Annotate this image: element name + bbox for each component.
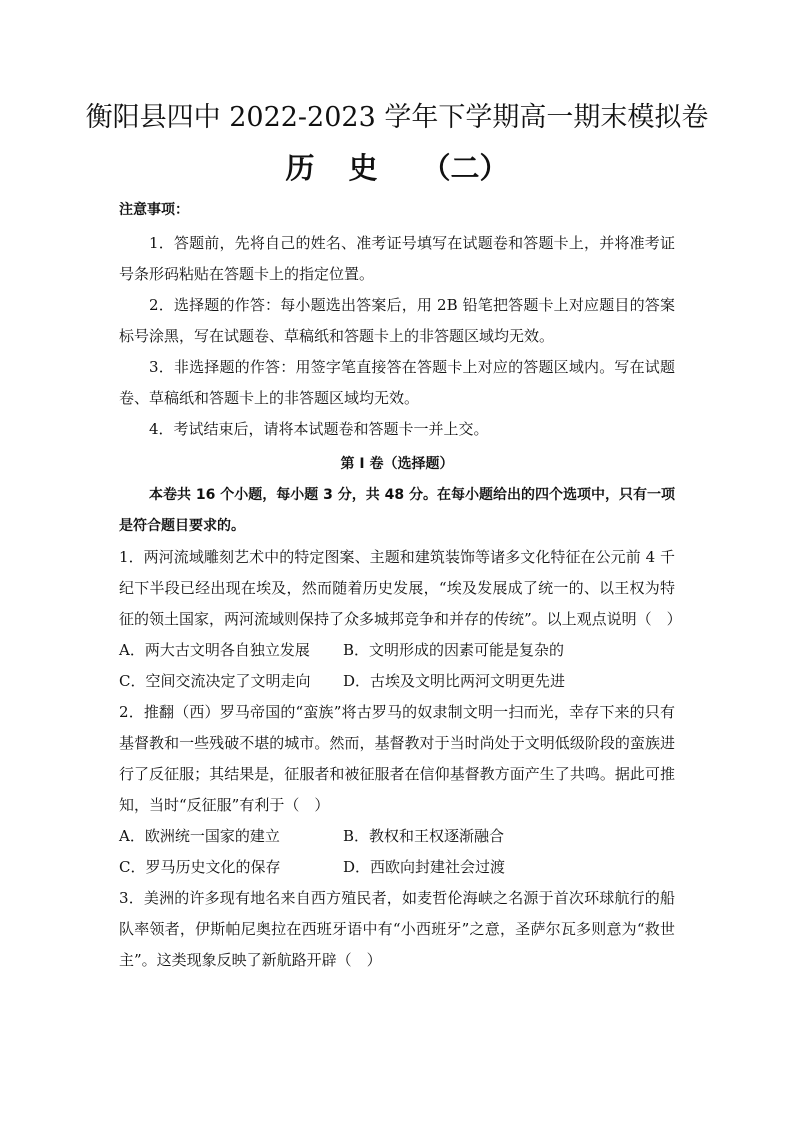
- question-1-option-d: D．古埃及文明比两河文明更先进: [343, 672, 566, 690]
- question-2-option-c: C．罗马历史文化的保存: [119, 858, 281, 876]
- question-1-options-row-1: [119, 635, 675, 666]
- section-instruction: 本卷共 16 个小题，每小题 3 分，共 48 分。在每小题给出的四个选项中，只有一项是符合题目要求的。: [119, 487, 675, 534]
- question-2-options-row-1: [119, 821, 675, 852]
- question-2-option-d: D．西欧向封建社会过渡: [343, 858, 506, 876]
- question-1-option-a: A．两大古文明各自独立发展: [119, 641, 310, 659]
- question-2-options-row-2: [119, 852, 675, 883]
- notes-heading: 注意事项：: [119, 202, 189, 218]
- question-3-stem: 3．美洲的许多现有地名来自西方殖民者，如麦哲伦海峡之名源于首次环球航行的船队率领者，伊斯帕尼奥拉在西班牙语中有“小西班牙”之意，圣萨尔瓦多则意为“救世主”。这类现象反映了新航路开辟（ ）: [119, 889, 675, 969]
- question-1-options-row-2: [119, 666, 675, 697]
- question-1-option-c: C．空间交流决定了文明走向: [119, 672, 311, 690]
- exam-title: 衡阳县四中 2022-2023 学年下学期高一期末模拟卷: [85, 102, 709, 133]
- paper-number: （二）: [421, 151, 509, 185]
- question-2-option-b: B．教权和王权逐渐融合: [343, 827, 505, 845]
- subject-char-2: 史: [348, 151, 378, 185]
- question-2-stem: 2．推翻（西）罗马帝国的“蛮族”将古罗马的奴隶制文明一扫而光，幸存下来的只有基督教和一些残破不堪的城市。然而，基督教对于当时尚处于文明低级阶段的蛮族进行了反征服；其结果是，征服者和被征服者在信仰基督教方面产生了共鸣。据此可推知，当时“反征服”有利于（ ）: [119, 703, 675, 814]
- question-1-option-b: B．文明形成的因素可能是复杂的: [343, 641, 565, 659]
- note-item-3: 3．非选择题的作答：用签字笔直接答在答题卡上对应的答题区域内。写在试题卷、草稿纸和答题卡上的非答题区域均无效。: [119, 358, 675, 407]
- subject-char-1: 历: [285, 151, 315, 185]
- section-title: 第 I 卷（选择题）: [340, 456, 454, 472]
- note-item-1: 1．答题前，先将自己的姓名、准考证号填写在试题卷和答题卡上，并将准考证号条形码粘贴在答题卡上的指定位置。: [119, 234, 675, 283]
- question-1-stem: 1．两河流域雕刻艺术中的特定图案、主题和建筑装饰等诸多文化特征在公元前 4 千纪下半段已经出现在埃及，然而随着历史发展，“埃及发展成了统一的、以王权为特征的领土国家，两河流域则保持了众多城邦竞争和并存的传统”。以上观点说明（ ）: [119, 548, 682, 628]
- exam-body: [119, 228, 682, 976]
- note-item-2: 2．选择题的作答：每小题选出答案后，用 2B 铅笔把答题卡上对应题目的答案标号涂黑，写在试题卷、草稿纸和答题卡上的非答题区域均无效。: [119, 296, 675, 345]
- subject-title: [0, 148, 794, 188]
- question-2-option-a: A．欧洲统一国家的建立: [119, 827, 280, 845]
- note-item-4: 4．考试结束后，请将本试题卷和答题卡一并上交。: [149, 420, 489, 438]
